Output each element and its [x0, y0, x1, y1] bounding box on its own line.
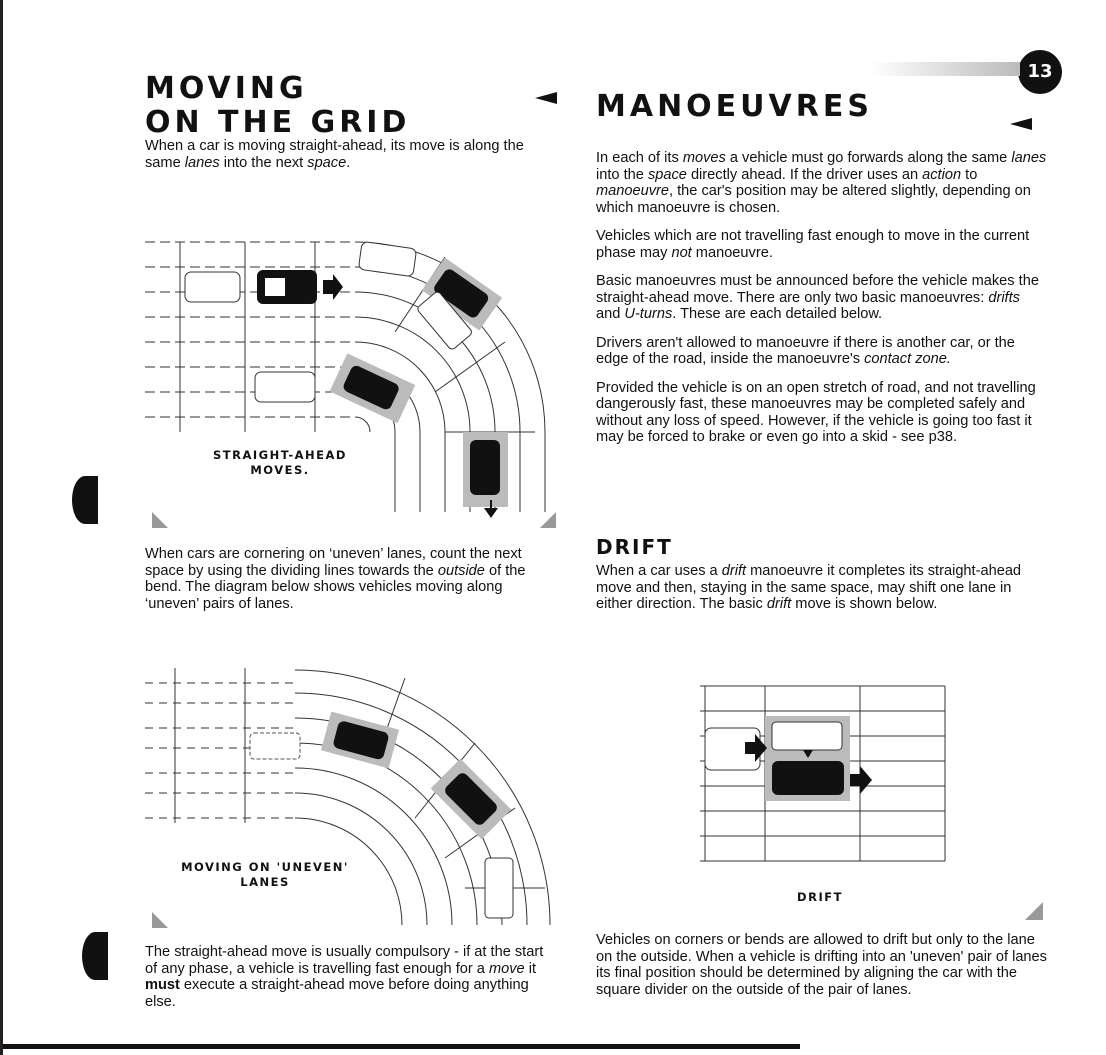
bold-text: must [145, 977, 180, 993]
emphasis-text: U-turns [624, 306, 673, 322]
left-margin-rule [0, 0, 3, 1055]
paragraph [596, 380, 1048, 446]
arrow-marker-icon [1010, 118, 1032, 130]
paragraph [145, 546, 557, 612]
emphasis-text: move [488, 960, 525, 977]
paragraph [145, 944, 557, 1010]
text-run: When a car is moving straight-ahead, its move is along the same [145, 138, 524, 171]
emphasis-text: manoeuvre [596, 183, 670, 199]
bottom-rule [0, 1044, 800, 1049]
text-run: . [346, 154, 351, 171]
paragraph [596, 563, 1048, 613]
emphasis-text: drift [721, 563, 747, 579]
text-run: execute a straight-ahead move before doing anything else. [145, 977, 529, 1010]
manoeuvres-text [596, 150, 1048, 458]
corner-marker-icon [152, 512, 168, 528]
binder-hole-icon [72, 476, 98, 524]
emphasis-text: lanes [1011, 150, 1047, 166]
emphasis-text: outside [437, 562, 485, 579]
uneven-lanes-diagram [145, 648, 555, 948]
corner-drift-text [596, 932, 1048, 1010]
heading-line: MOVING [145, 71, 308, 106]
text-run: In each of its [596, 150, 683, 166]
caption-line: MOVES. [250, 463, 310, 477]
text-run: it [524, 960, 537, 977]
text-run: , the car's position may be altered slightly, depending on which manoeuvre is chosen. [596, 183, 1031, 216]
emphasis-text: moves [682, 150, 726, 166]
text-run: Vehicles which are not travelling fast enough to move in the current phase may [596, 228, 1030, 261]
text-run: manoeuvre it completes its straight-ahead move and then, staying in the same space, may shift one lane in either direction. The basic [596, 563, 1022, 612]
paragraph [596, 150, 1048, 216]
page-number: 13 [1018, 50, 1062, 94]
caption-line: LANES [240, 875, 290, 889]
paragraph [596, 228, 1048, 261]
drift-caption: DRIFT [797, 890, 843, 904]
drift-diagram [700, 676, 950, 876]
corner-marker-icon [152, 912, 168, 928]
emphasis-text: space [307, 154, 347, 171]
uneven-lanes-text [145, 546, 557, 624]
diagram1-caption [180, 448, 380, 478]
text-run: a vehicle must go forwards along the same [725, 150, 1012, 166]
emphasis-text: action [922, 166, 962, 183]
corner-marker-icon [1025, 902, 1043, 920]
drift-subheading: DRIFT [596, 535, 673, 559]
paragraph [596, 932, 1048, 998]
arrow-marker-icon [535, 92, 557, 104]
intro-text [145, 138, 557, 183]
text-run: into the next [219, 154, 308, 171]
emphasis-text: contact zone. [864, 351, 951, 367]
text-run: Provided the vehicle is on an open stretch of road, and not travelling dangerously fast, these manoeuvres may be completed safely and without any loss of speed. However, if the vehicle is going too fast it may be forced to brake or even go into a skid - see p38. [596, 379, 1036, 445]
emphasis-text: lanes [184, 154, 220, 171]
text-run: move is shown below. [791, 596, 938, 612]
compulsory-move-text [145, 944, 557, 1022]
corner-marker-icon [540, 512, 556, 528]
text-run: into the [596, 166, 648, 183]
section-heading-moving [145, 72, 410, 140]
text-run: . These are each detailed below. [672, 306, 883, 322]
text-run: of the bend. The diagram below shows vehicles moving along ‘uneven’ pairs of lanes. [145, 562, 526, 612]
caption-line: STRAIGHT-AHEAD [213, 448, 347, 462]
text-run: directly ahead. If the driver uses an [686, 166, 923, 183]
binder-hole-icon [82, 932, 108, 980]
section-heading-manoeuvres: MANOEUVRES [596, 89, 873, 124]
text-run: manoeuvre. [691, 244, 773, 261]
text-run: When a car uses a [596, 563, 722, 579]
caption-line: MOVING ON 'UNEVEN' [181, 860, 349, 874]
paragraph [145, 138, 557, 171]
emphasis-text: drifts [988, 289, 1020, 306]
text-run: Drivers aren't allowed to manoeuvre if there is another car, or the edge of the road, inside the manoeuvre's [596, 334, 1015, 367]
text-run: Basic manoeuvres must be announced before the vehicle makes the straight-ahead move. There are only two basic manoeuvres: [596, 273, 1039, 306]
paragraph [596, 273, 1048, 323]
emphasis-text: not [671, 244, 692, 261]
text-run: Vehicles on corners or bends are allowed to drift but only to the lane on the outside. When a vehicle is drifting into an 'uneven' pair of lanes its final position should be determined by aligning the car with the square divider on the outside of the pair of lanes. [596, 932, 1047, 998]
text-run: The straight-ahead move is usually compulsory - if at the start of any phase, a vehicle is travelling fast enough for a [145, 944, 544, 977]
diagram2-caption [150, 860, 380, 890]
emphasis-text: drift [766, 596, 792, 612]
text-run: and [596, 306, 625, 322]
text-run: When cars are cornering on ‘uneven’ lanes, count the next space by using the dividing lines towards the [145, 546, 522, 579]
text-run: to [961, 166, 978, 183]
drift-text [596, 563, 1048, 625]
emphasis-text: space [647, 166, 687, 183]
paragraph [596, 335, 1048, 368]
heading-line: ON THE GRID [145, 105, 411, 140]
header-stripe [870, 62, 1020, 76]
